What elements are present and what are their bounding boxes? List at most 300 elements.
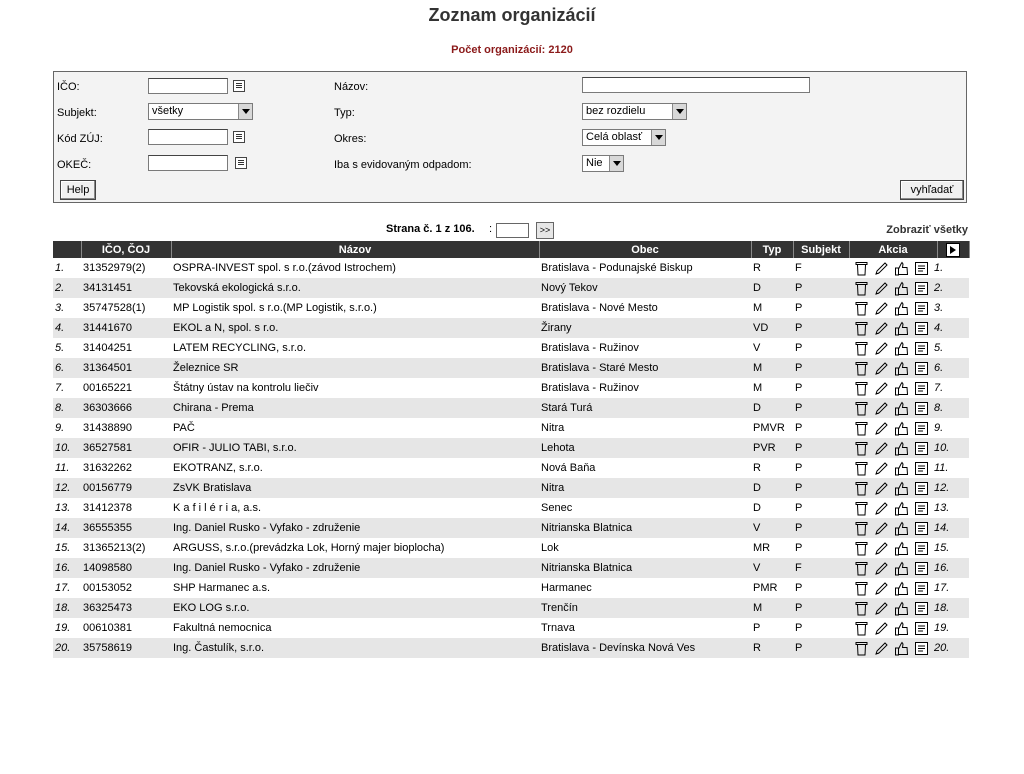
cell-actions <box>849 618 969 638</box>
row-index: 6. <box>53 358 81 378</box>
document-icon[interactable] <box>914 581 929 596</box>
cell-subjekt: P <box>793 278 849 298</box>
table-row[interactable] <box>53 258 969 278</box>
cell-typ: PVR <box>751 438 793 458</box>
row-index-end: 3. <box>934 302 944 314</box>
cell-obec: Nová Baňa <box>539 458 751 478</box>
ico-picker-icon[interactable] <box>233 80 245 92</box>
trash-icon[interactable] <box>854 621 869 636</box>
cell-ico: 31441670 <box>81 318 171 338</box>
cell-obec: Nitra <box>539 478 751 498</box>
thumbs-up-icon[interactable] <box>894 521 909 536</box>
cell-nazov: ZsVK Bratislava <box>171 478 539 498</box>
ico-label: IČO: <box>57 81 80 93</box>
cell-obec: Bratislava - Staré Mesto <box>539 358 751 378</box>
table-row[interactable] <box>53 498 969 518</box>
row-index-end: 10. <box>934 442 950 454</box>
edit-icon[interactable] <box>874 581 889 596</box>
cell-actions <box>849 558 969 578</box>
cell-obec: Bratislava - Ružinov <box>539 378 751 398</box>
col-header-expand[interactable] <box>937 241 969 258</box>
cell-subjekt: P <box>793 478 849 498</box>
row-index-end: 9. <box>934 422 944 434</box>
row-index-end: 7. <box>934 382 944 394</box>
table-row[interactable] <box>53 338 969 358</box>
cell-subjekt: P <box>793 538 849 558</box>
cell-typ: R <box>751 258 793 278</box>
document-icon[interactable] <box>914 521 929 536</box>
cell-subjekt: P <box>793 598 849 618</box>
thumbs-up-icon[interactable] <box>894 561 909 576</box>
okec-input[interactable] <box>148 155 228 171</box>
edit-icon[interactable] <box>874 641 889 656</box>
thumbs-up-icon[interactable] <box>894 481 909 496</box>
cell-actions <box>849 298 969 318</box>
row-index: 10. <box>53 438 81 458</box>
organization-count: Počet organizácií: 2120 <box>451 44 573 56</box>
row-index: 13. <box>53 498 81 518</box>
pager-colon: : <box>489 223 493 235</box>
chevron-down-icon <box>672 104 686 119</box>
filter-panel <box>53 71 967 203</box>
table-row[interactable] <box>53 438 969 458</box>
cell-nazov: OFIR - JULIO TABI, s.r.o. <box>171 438 539 458</box>
cell-actions <box>849 498 969 518</box>
row-index-end: 14. <box>934 522 950 534</box>
cell-ico: 00156779 <box>81 478 171 498</box>
row-index: 15. <box>53 538 81 558</box>
col-header-obec[interactable]: Obec <box>539 241 751 258</box>
subjekt-select[interactable] <box>148 103 253 120</box>
cell-subjekt: F <box>793 558 849 578</box>
cell-typ: D <box>751 278 793 298</box>
cell-ico: 31404251 <box>81 338 171 358</box>
table-row[interactable] <box>53 538 969 558</box>
thumbs-up-icon[interactable] <box>894 321 909 336</box>
document-icon[interactable] <box>914 541 929 556</box>
thumbs-up-icon[interactable] <box>894 601 909 616</box>
cell-nazov: OSPRA-INVEST spol. s r.o.(závod Istrochem) <box>171 258 539 278</box>
trash-icon[interactable] <box>854 381 869 396</box>
row-index: 5. <box>53 338 81 358</box>
edit-icon[interactable] <box>874 561 889 576</box>
cell-ico: 36555355 <box>81 518 171 538</box>
cell-obec: Lehota <box>539 438 751 458</box>
cell-ico: 00165221 <box>81 378 171 398</box>
cell-obec: Bratislava - Nové Mesto <box>539 298 751 318</box>
okres-value: Celá oblasť <box>586 131 643 143</box>
edit-icon[interactable] <box>874 441 889 456</box>
document-icon[interactable] <box>914 301 929 316</box>
cell-typ: M <box>751 358 793 378</box>
odpad-select[interactable] <box>582 155 624 172</box>
cell-actions <box>849 278 969 298</box>
row-index: 20. <box>53 638 81 658</box>
edit-icon[interactable] <box>874 341 889 356</box>
cell-ico: 14098580 <box>81 558 171 578</box>
cell-typ: M <box>751 598 793 618</box>
cell-ico: 00153052 <box>81 578 171 598</box>
table-row[interactable] <box>53 518 969 538</box>
cell-typ: D <box>751 478 793 498</box>
cell-nazov: ARGUSS, s.r.o.(prevádzka Lok, Horný majer bioplocha) <box>171 538 539 558</box>
document-icon[interactable] <box>914 441 929 456</box>
cell-ico: 31412378 <box>81 498 171 518</box>
cell-typ: M <box>751 298 793 318</box>
okres-select[interactable] <box>582 129 666 146</box>
row-index-end: 4. <box>934 322 944 334</box>
trash-icon[interactable] <box>854 401 869 416</box>
cell-ico: 31438890 <box>81 418 171 438</box>
cell-typ: D <box>751 498 793 518</box>
cell-obec: Nový Tekov <box>539 278 751 298</box>
document-icon[interactable] <box>914 501 929 516</box>
thumbs-up-icon[interactable] <box>894 641 909 656</box>
document-icon[interactable] <box>914 281 929 296</box>
cell-obec: Nitrianska Blatnica <box>539 518 751 538</box>
trash-icon[interactable] <box>854 481 869 496</box>
chevron-down-icon <box>609 156 623 171</box>
search-button[interactable]: vyhľadať <box>900 180 964 200</box>
row-index-end: 19. <box>934 622 950 634</box>
chevron-down-icon <box>238 104 252 119</box>
cell-obec: Bratislava - Ružinov <box>539 338 751 358</box>
odpad-label: Iba s evidovaným odpadom: <box>334 159 472 171</box>
row-index: 19. <box>53 618 81 638</box>
document-icon[interactable] <box>914 361 929 376</box>
row-index: 3. <box>53 298 81 318</box>
cell-typ: MR <box>751 538 793 558</box>
edit-icon[interactable] <box>874 461 889 476</box>
cell-ico: 36527581 <box>81 438 171 458</box>
table-row[interactable] <box>53 358 969 378</box>
subjekt-label: Subjekt: <box>57 107 97 119</box>
cell-obec: Nitrianska Blatnica <box>539 558 751 578</box>
cell-ico: 36325473 <box>81 598 171 618</box>
trash-icon[interactable] <box>854 281 869 296</box>
edit-icon[interactable] <box>874 261 889 276</box>
document-icon[interactable] <box>914 341 929 356</box>
table-row[interactable] <box>53 638 969 658</box>
cell-ico: 31632262 <box>81 458 171 478</box>
document-icon[interactable] <box>914 401 929 416</box>
cell-typ: V <box>751 338 793 358</box>
cell-typ: R <box>751 638 793 658</box>
cell-nazov: Chirana - Prema <box>171 398 539 418</box>
cell-ico: 31365213(2) <box>81 538 171 558</box>
row-index: 16. <box>53 558 81 578</box>
next-page-button[interactable]: >> <box>536 222 554 239</box>
row-index: 12. <box>53 478 81 498</box>
cell-obec: Trnava <box>539 618 751 638</box>
cell-obec: Harmanec <box>539 578 751 598</box>
cell-obec: Stará Turá <box>539 398 751 418</box>
cell-actions <box>849 538 969 558</box>
cell-nazov: SHP Harmanec a.s. <box>171 578 539 598</box>
edit-icon[interactable] <box>874 301 889 316</box>
cell-subjekt: P <box>793 318 849 338</box>
row-index-end: 13. <box>934 502 950 514</box>
ico-input[interactable] <box>148 78 228 94</box>
thumbs-up-icon[interactable] <box>894 301 909 316</box>
row-index-end: 8. <box>934 402 944 414</box>
thumbs-up-icon[interactable] <box>894 401 909 416</box>
cell-subjekt: P <box>793 438 849 458</box>
document-icon[interactable] <box>914 421 929 436</box>
row-index-end: 18. <box>934 602 950 614</box>
cell-nazov: Tekovská ekologická s.r.o. <box>171 278 539 298</box>
row-index-end: 20. <box>934 642 950 654</box>
row-index: 11. <box>53 458 81 478</box>
cell-nazov: PAČ <box>171 418 539 438</box>
trash-icon[interactable] <box>854 541 869 556</box>
thumbs-up-icon[interactable] <box>894 621 909 636</box>
edit-icon[interactable] <box>874 421 889 436</box>
edit-icon[interactable] <box>874 541 889 556</box>
trash-icon[interactable] <box>854 341 869 356</box>
cell-typ: P <box>751 618 793 638</box>
cell-subjekt: F <box>793 258 849 278</box>
table-row[interactable] <box>53 398 969 418</box>
document-icon[interactable] <box>914 641 929 656</box>
row-index: 1. <box>53 258 81 278</box>
cell-nazov: MP Logistik spol. s r.o.(MP Logistik, s.r.o.) <box>171 298 539 318</box>
edit-icon[interactable] <box>874 281 889 296</box>
cell-actions <box>849 318 969 338</box>
help-button[interactable]: Help <box>60 180 96 200</box>
cell-obec: Bratislava - Devínska Nová Ves <box>539 638 751 658</box>
play-arrow-icon[interactable] <box>946 243 960 257</box>
trash-icon[interactable] <box>854 601 869 616</box>
cell-obec: Lok <box>539 538 751 558</box>
cell-actions <box>849 638 969 658</box>
table-header <box>53 241 969 258</box>
document-icon[interactable] <box>914 621 929 636</box>
thumbs-up-icon[interactable] <box>894 381 909 396</box>
thumbs-up-icon[interactable] <box>894 261 909 276</box>
table-row[interactable] <box>53 378 969 398</box>
row-index-end: 16. <box>934 562 950 574</box>
cell-actions <box>849 518 969 538</box>
okres-label: Okres: <box>334 133 367 145</box>
document-icon[interactable] <box>914 261 929 276</box>
thumbs-up-icon[interactable] <box>894 341 909 356</box>
cell-actions <box>849 438 969 458</box>
trash-icon[interactable] <box>854 441 869 456</box>
kod-zuj-input[interactable] <box>148 129 228 145</box>
cell-nazov: EKOTRANZ, s.r.o. <box>171 458 539 478</box>
cell-ico: 31364501 <box>81 358 171 378</box>
cell-subjekt: P <box>793 338 849 358</box>
trash-icon[interactable] <box>854 461 869 476</box>
page-title: Zoznam organizácií <box>428 5 596 25</box>
cell-nazov: LATEM RECYCLING, s.r.o. <box>171 338 539 358</box>
trash-icon[interactable] <box>854 301 869 316</box>
cell-subjekt: P <box>793 378 849 398</box>
typ-select[interactable] <box>582 103 687 120</box>
thumbs-up-icon[interactable] <box>894 461 909 476</box>
trash-icon[interactable] <box>854 421 869 436</box>
cell-ico: 35747528(1) <box>81 298 171 318</box>
col-header-index <box>53 241 81 258</box>
cell-subjekt: P <box>793 398 849 418</box>
cell-subjekt: P <box>793 518 849 538</box>
cell-ico: 31352979(2) <box>81 258 171 278</box>
thumbs-up-icon[interactable] <box>894 421 909 436</box>
cell-ico: 00610381 <box>81 618 171 638</box>
cell-actions <box>849 598 969 618</box>
thumbs-up-icon[interactable] <box>894 361 909 376</box>
cell-obec: Nitra <box>539 418 751 438</box>
typ-label: Typ: <box>334 107 355 119</box>
edit-icon[interactable] <box>874 321 889 336</box>
cell-typ: V <box>751 558 793 578</box>
cell-subjekt: P <box>793 358 849 378</box>
cell-actions <box>849 478 969 498</box>
document-icon[interactable] <box>914 561 929 576</box>
row-index-end: 5. <box>934 342 944 354</box>
kod-zuj-label: Kód ZÚJ: <box>57 133 103 145</box>
col-header-typ[interactable]: Typ <box>751 241 793 258</box>
row-index-end: 17. <box>934 582 950 594</box>
thumbs-up-icon[interactable] <box>894 581 909 596</box>
table-row[interactable] <box>53 618 969 638</box>
row-index-end: 6. <box>934 362 944 374</box>
trash-icon[interactable] <box>854 581 869 596</box>
cell-ico: 34131451 <box>81 278 171 298</box>
thumbs-up-icon[interactable] <box>894 441 909 456</box>
row-index-end: 12. <box>934 482 950 494</box>
cell-obec: Žirany <box>539 318 751 338</box>
odpad-value: Nie <box>586 157 603 169</box>
table-row[interactable] <box>53 478 969 498</box>
okec-picker-icon[interactable] <box>235 157 247 169</box>
cell-obec: Senec <box>539 498 751 518</box>
edit-icon[interactable] <box>874 361 889 376</box>
table-row[interactable] <box>53 318 969 338</box>
cell-subjekt: P <box>793 638 849 658</box>
row-index-end: 11. <box>934 462 949 474</box>
edit-icon[interactable] <box>874 481 889 496</box>
edit-icon[interactable] <box>874 381 889 396</box>
cell-subjekt: P <box>793 458 849 478</box>
trash-icon[interactable] <box>854 501 869 516</box>
nazov-label: Názov: <box>334 81 369 93</box>
row-index: 2. <box>53 278 81 298</box>
thumbs-up-icon[interactable] <box>894 541 909 556</box>
row-index-end: 15. <box>934 542 950 554</box>
trash-icon[interactable] <box>854 521 869 536</box>
subjekt-value: všetky <box>152 105 184 117</box>
cell-ico: 35758619 <box>81 638 171 658</box>
cell-ico: 36303666 <box>81 398 171 418</box>
table-row[interactable] <box>53 558 969 578</box>
cell-subjekt: P <box>793 418 849 438</box>
trash-icon[interactable] <box>854 321 869 336</box>
document-icon[interactable] <box>914 381 929 396</box>
trash-icon[interactable] <box>854 641 869 656</box>
thumbs-up-icon[interactable] <box>894 501 909 516</box>
cell-nazov: Ing. Častulík, s.r.o. <box>171 638 539 658</box>
table-row[interactable] <box>53 458 969 478</box>
cell-obec: Bratislava - Podunajské Biskup <box>539 258 751 278</box>
nazov-input[interactable] <box>582 77 810 93</box>
cell-nazov: Fakultná nemocnica <box>171 618 539 638</box>
row-index: 17. <box>53 578 81 598</box>
document-icon[interactable] <box>914 461 929 476</box>
edit-icon[interactable] <box>874 621 889 636</box>
col-header-subjekt[interactable]: Subjekt <box>793 241 849 258</box>
table-row[interactable] <box>53 298 969 318</box>
cell-nazov: EKOL a N, spol. s r.o. <box>171 318 539 338</box>
cell-nazov: EKO LOG s.r.o. <box>171 598 539 618</box>
row-index-end: 1. <box>934 262 944 274</box>
edit-icon[interactable] <box>874 401 889 416</box>
table-row[interactable] <box>53 578 969 598</box>
row-index: 9. <box>53 418 81 438</box>
trash-icon[interactable] <box>854 361 869 376</box>
row-index: 7. <box>53 378 81 398</box>
cell-subjekt: P <box>793 618 849 638</box>
cell-typ: VD <box>751 318 793 338</box>
show-all-link[interactable]: Zobraziť všetky <box>886 224 968 236</box>
cell-actions <box>849 358 969 378</box>
table-row[interactable] <box>53 598 969 618</box>
cell-nazov: Železnice SR <box>171 358 539 378</box>
cell-typ: V <box>751 518 793 538</box>
document-icon[interactable] <box>914 601 929 616</box>
chevron-down-icon <box>651 130 665 145</box>
cell-nazov: K a f i l é r i a, a.s. <box>171 498 539 518</box>
typ-value: bez rozdielu <box>586 105 646 117</box>
trash-icon[interactable] <box>854 261 869 276</box>
cell-typ: PMVR <box>751 418 793 438</box>
col-header-akcia: Akcia <box>849 241 937 258</box>
edit-icon[interactable] <box>874 601 889 616</box>
cell-actions <box>849 338 969 358</box>
cell-typ: PMR <box>751 578 793 598</box>
table-row[interactable] <box>53 418 969 438</box>
cell-actions <box>849 398 969 418</box>
edit-icon[interactable] <box>874 501 889 516</box>
cell-subjekt: P <box>793 578 849 598</box>
pager-text: Strana č. 1 z 106. <box>386 223 475 235</box>
page-number-input[interactable] <box>496 223 529 238</box>
cell-typ: M <box>751 378 793 398</box>
row-index: 8. <box>53 398 81 418</box>
cell-actions <box>849 258 969 278</box>
cell-actions <box>849 458 969 478</box>
cell-actions <box>849 378 969 398</box>
edit-icon[interactable] <box>874 521 889 536</box>
row-index: 14. <box>53 518 81 538</box>
trash-icon[interactable] <box>854 561 869 576</box>
row-index: 18. <box>53 598 81 618</box>
row-index: 4. <box>53 318 81 338</box>
cell-typ: R <box>751 458 793 478</box>
cell-nazov: Štátny ústav na kontrolu liečiv <box>171 378 539 398</box>
document-icon[interactable] <box>914 481 929 496</box>
table-row[interactable] <box>53 278 969 298</box>
cell-typ: D <box>751 398 793 418</box>
col-header-ico[interactable]: IČO, ČOJ <box>81 241 171 258</box>
col-header-nazov[interactable]: Názov <box>171 241 539 258</box>
document-icon[interactable] <box>914 321 929 336</box>
thumbs-up-icon[interactable] <box>894 281 909 296</box>
kod-zuj-picker-icon[interactable] <box>233 131 245 143</box>
cell-actions <box>849 578 969 598</box>
okec-label: OKEČ: <box>57 159 92 171</box>
